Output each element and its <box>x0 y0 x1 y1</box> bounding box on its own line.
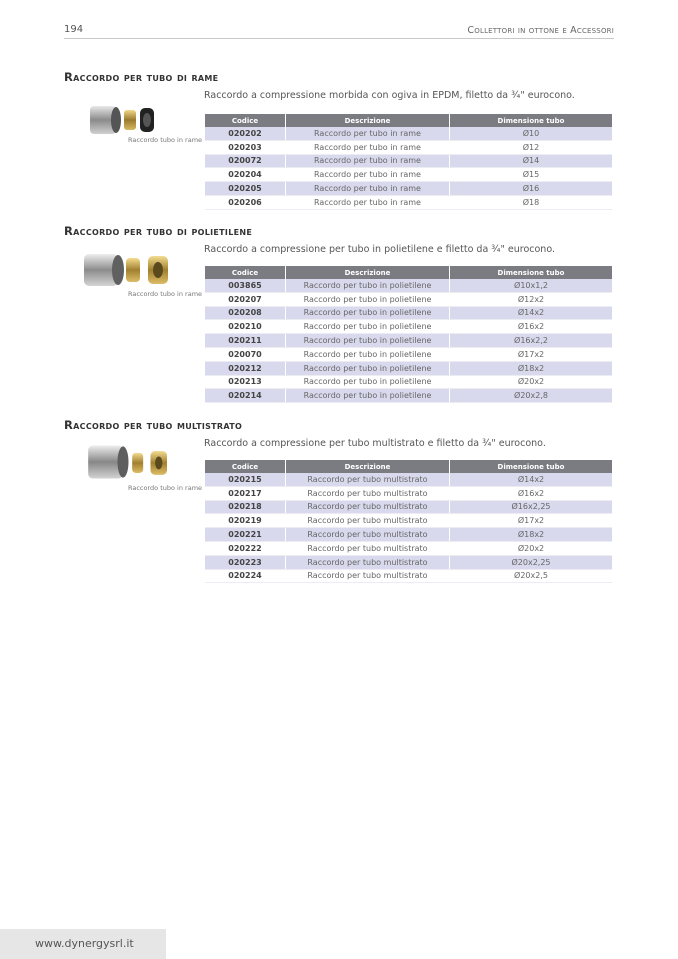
cell-description: Raccordo per tubo in polietilene <box>286 279 450 292</box>
col-header-description: Descrizione <box>286 460 450 473</box>
col-header-code: Codice <box>205 266 286 279</box>
col-header-code: Codice <box>205 114 286 127</box>
cell-description: Raccordo per tubo in polietilene <box>286 292 450 306</box>
cell-description: Raccordo per tubo in polietilene <box>286 334 450 348</box>
website-link[interactable]: www.dynergysrl.it <box>35 937 134 950</box>
table-row <box>205 292 612 306</box>
cell-size: Ø15 <box>450 168 613 182</box>
cell-size: Ø20x2,25 <box>450 555 613 569</box>
cell-size: Ø14x2 <box>450 473 613 486</box>
cell-size: Ø20x2 <box>450 541 613 555</box>
table-row <box>205 486 612 500</box>
cell-code: 020223 <box>205 555 286 569</box>
cell-description: Raccordo per tubo in rame <box>286 154 450 168</box>
cell-size: Ø20x2 <box>450 375 613 389</box>
col-header-size: Dimensione tubo <box>450 114 613 127</box>
section-title: Raccordo per tubo di polietilene <box>64 224 253 238</box>
cell-code: 020206 <box>205 195 286 209</box>
table-row <box>205 473 612 486</box>
cell-size: Ø18x2 <box>450 528 613 542</box>
product-table <box>205 460 612 583</box>
product-table <box>205 266 612 403</box>
page-header <box>64 22 614 39</box>
cell-description: Raccordo per tubo in polietilene <box>286 375 450 389</box>
table-row <box>205 306 612 320</box>
cell-code: 020070 <box>205 347 286 361</box>
cell-description: Raccordo per tubo in polietilene <box>286 361 450 375</box>
col-header-size: Dimensione tubo <box>450 460 613 473</box>
cell-size: Ø17x2 <box>450 347 613 361</box>
table-row <box>205 127 612 140</box>
cell-code: 020211 <box>205 334 286 348</box>
cell-code: 020222 <box>205 541 286 555</box>
cell-description: Raccordo per tubo in rame <box>286 182 450 196</box>
cell-description: Raccordo per tubo in rame <box>286 168 450 182</box>
section-title: Raccordo per tubo multistrato <box>64 418 243 432</box>
cell-description: Raccordo per tubo multistrato <box>286 541 450 555</box>
cell-description: Raccordo per tubo in polietilene <box>286 389 450 403</box>
image-caption: Raccordo tubo in rame <box>128 484 203 492</box>
cell-description: Raccordo per tubo multistrato <box>286 514 450 528</box>
table-row <box>205 347 612 361</box>
cell-code: 020217 <box>205 486 286 500</box>
cell-size: Ø20x2,5 <box>450 569 613 583</box>
cell-size: Ø14x2 <box>450 306 613 320</box>
section-multistrato <box>64 418 614 581</box>
cell-size: Ø10x1,2 <box>450 279 613 292</box>
col-header-size: Dimensione tubo <box>450 266 613 279</box>
cell-code: 020215 <box>205 473 286 486</box>
cell-code: 020210 <box>205 320 286 334</box>
cell-size: Ø16x2 <box>450 320 613 334</box>
table-row <box>205 334 612 348</box>
cell-size: Ø12x2 <box>450 292 613 306</box>
table-row <box>205 195 612 209</box>
cell-description: Raccordo per tubo multistrato <box>286 555 450 569</box>
cell-code: 020204 <box>205 168 286 182</box>
section-title: Raccordo per tubo di rame <box>64 70 219 84</box>
table-row <box>205 168 612 182</box>
section-rame <box>64 70 614 207</box>
cell-code: 020202 <box>205 127 286 140</box>
table-row <box>205 555 612 569</box>
cell-description: Raccordo per tubo multistrato <box>286 473 450 486</box>
cell-description: Raccordo per tubo multistrato <box>286 486 450 500</box>
cell-description: Raccordo per tubo in polietilene <box>286 347 450 361</box>
product-image <box>82 248 186 292</box>
image-caption: Raccordo tubo in rame <box>128 136 203 144</box>
section-description: Raccordo a compressione per tubo multistrato e filetto da ¾" eurocono. <box>204 438 546 449</box>
table-row <box>205 500 612 514</box>
cell-description: Raccordo per tubo in polietilene <box>286 306 450 320</box>
table-row <box>205 569 612 583</box>
cell-code: 020219 <box>205 514 286 528</box>
cell-size: Ø20x2,8 <box>450 389 613 403</box>
table-row <box>205 182 612 196</box>
cell-size: Ø10 <box>450 127 613 140</box>
table-row <box>205 140 612 154</box>
image-caption: Raccordo tubo in rame <box>128 290 203 298</box>
cell-size: Ø16x2,2 <box>450 334 613 348</box>
col-header-code: Codice <box>205 460 286 473</box>
product-table <box>205 114 612 210</box>
cell-size: Ø18 <box>450 195 613 209</box>
table-header-row <box>205 266 612 279</box>
cell-size: Ø17x2 <box>450 514 613 528</box>
cell-description: Raccordo per tubo in rame <box>286 140 450 154</box>
table-row <box>205 375 612 389</box>
cell-code: 020221 <box>205 528 286 542</box>
cell-code: 020218 <box>205 500 286 514</box>
cell-code: 003865 <box>205 279 286 292</box>
table-row <box>205 541 612 555</box>
cell-code: 020212 <box>205 361 286 375</box>
col-header-description: Descrizione <box>286 266 450 279</box>
cell-code: 020208 <box>205 306 286 320</box>
cell-size: Ø14 <box>450 154 613 168</box>
chapter-title: Collettori in ottone e Accessori <box>467 25 614 36</box>
cell-code: 020213 <box>205 375 286 389</box>
cell-description: Raccordo per tubo multistrato <box>286 528 450 542</box>
table-row <box>205 279 612 292</box>
cell-description: Raccordo per tubo in rame <box>286 127 450 140</box>
cell-size: Ø12 <box>450 140 613 154</box>
cell-description: Raccordo per tubo multistrato <box>286 500 450 514</box>
table-row <box>205 320 612 334</box>
cell-description: Raccordo per tubo in rame <box>286 195 450 209</box>
section-polietilene <box>64 224 614 401</box>
cell-size: Ø16x2,25 <box>450 500 613 514</box>
table-row <box>205 154 612 168</box>
cell-code: 020205 <box>205 182 286 196</box>
cell-size: Ø16x2 <box>450 486 613 500</box>
cell-description: Raccordo per tubo in polietilene <box>286 320 450 334</box>
table-row <box>205 528 612 542</box>
cell-size: Ø18x2 <box>450 361 613 375</box>
table-row <box>205 389 612 403</box>
cell-code: 020072 <box>205 154 286 168</box>
table-row <box>205 514 612 528</box>
section-description: Raccordo a compressione morbida con ogiva in EPDM, filetto da ¾" eurocono. <box>204 90 575 101</box>
footer <box>0 929 166 959</box>
section-description: Raccordo a compressione per tubo in polietilene e filetto da ¾" eurocono. <box>204 244 555 255</box>
page-number: 194 <box>64 24 84 35</box>
cell-description: Raccordo per tubo multistrato <box>286 569 450 583</box>
cell-code: 020207 <box>205 292 286 306</box>
table-header-row <box>205 460 612 473</box>
col-header-description: Descrizione <box>286 114 450 127</box>
table-row <box>205 361 612 375</box>
cell-code: 020203 <box>205 140 286 154</box>
product-image <box>82 440 186 484</box>
cell-code: 020214 <box>205 389 286 403</box>
table-header-row <box>205 114 612 127</box>
cell-size: Ø16 <box>450 182 613 196</box>
cell-code: 020224 <box>205 569 286 583</box>
